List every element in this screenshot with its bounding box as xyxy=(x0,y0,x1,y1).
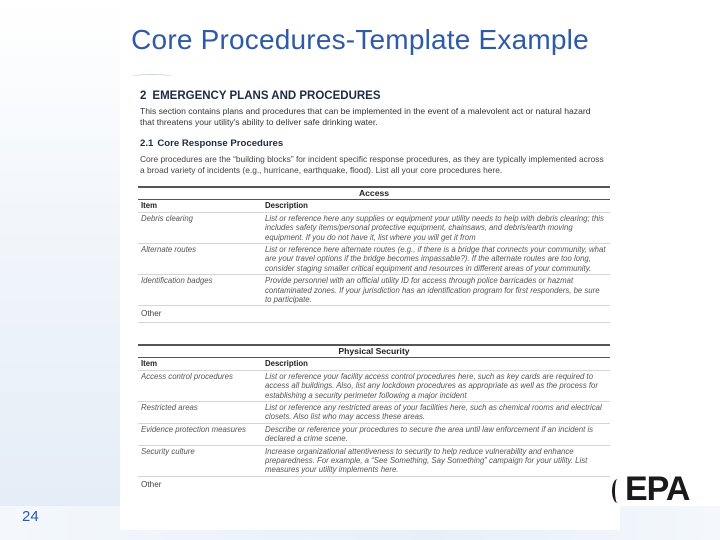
security-table-header xyxy=(138,358,610,370)
table-row xyxy=(138,423,610,445)
security-row-description: List or reference your facility access control procedures here, such as key cards are required to access all buildings. Also, list any lockdown procedures as appropriate as well as the process for establishing a security perimeter following a major incident xyxy=(262,370,610,401)
security-row-item: Restricted areas xyxy=(138,402,262,424)
access-row-other-description xyxy=(262,306,610,322)
table-row xyxy=(138,212,610,243)
epa-logo-text: EPA xyxy=(625,470,690,508)
subsection-description: Core procedures are the “building blocks” for incident specific response procedures, as they are typically implemented across a broad variety of incidents (e.g., hurricane, earthquake, flood). List all your core procedures here. xyxy=(140,154,604,175)
subsection-heading xyxy=(140,138,283,149)
access-table-title: Access xyxy=(138,187,610,200)
left-background-band xyxy=(0,0,120,540)
table-row xyxy=(138,476,610,492)
slide-title: Core Procedures-Template Example xyxy=(131,24,589,55)
security-row-other-description xyxy=(262,476,610,492)
security-row-item: Evidence protection measures xyxy=(138,423,262,445)
table-row xyxy=(138,244,610,275)
epa-logo xyxy=(612,470,689,509)
table-row xyxy=(138,370,610,401)
security-row-description: List or reference any restricted areas of your facilities here, such as chemical rooms and electrical closets. Also list who may access these areas. xyxy=(262,402,610,424)
security-row-item: Security culture xyxy=(138,445,262,476)
access-row-item: Alternate routes xyxy=(138,244,262,275)
access-row-description: List or reference here alternate routes (e.g., if there is a bridge that connects your community, what are your travel options if the bridge becomes impassable?). If the alternate routes are too long, consider staging smaller critical equipment and resources in different areas of your community. xyxy=(262,244,610,275)
access-row-other: Other xyxy=(138,306,262,322)
section-heading xyxy=(140,90,381,102)
access-row-description: Provide personnel with an official utility ID for access through police barricades or hazmat contaminated zones. If your jurisdiction has an identification program for first responders, be sure to participate. xyxy=(262,275,610,306)
physical-security-table xyxy=(138,344,610,492)
document-excerpt xyxy=(120,68,620,530)
subsection-number: 2.1 xyxy=(140,138,154,149)
security-row-item: Access control procedures xyxy=(138,370,262,401)
access-row-item: Debris clearing xyxy=(138,212,262,243)
page-number: 24 xyxy=(22,508,39,525)
access-row-description: List or reference here any supplies or equipment your utility needs to help with debris clearing; this includes safety items/personal protective equipment, chainsaws, and debris/earth moving equipment. If you do not have it, list where you will get it from xyxy=(262,212,610,243)
section-heading-text: EMERGENCY PLANS AND PROCEDURES xyxy=(152,90,381,102)
section-description: This section contains plans and procedures that can be implemented in the event of a malevolent act or natural hazard that threatens your utility's ability to deliver safe drinking water. xyxy=(140,106,591,127)
access-row-item: Identification badges xyxy=(138,275,262,306)
security-header-item: Item xyxy=(138,358,262,370)
table-row xyxy=(138,445,610,476)
access-header-description: Description xyxy=(262,200,610,212)
table-row xyxy=(138,306,610,322)
access-table xyxy=(138,186,610,334)
security-row-description: Describe or reference your procedures to secure the area until law enforcement if an incident is declared a crime scene. xyxy=(262,423,610,445)
page-curl-decoration xyxy=(132,74,172,79)
table-row xyxy=(138,275,610,306)
security-header-description: Description xyxy=(262,358,610,370)
access-header-item: Item xyxy=(138,200,262,212)
epa-logo-icon xyxy=(612,479,623,503)
table-row xyxy=(138,322,610,334)
table-row xyxy=(138,402,610,424)
security-row-description: Increase organizational attentiveness to security to help reduce vulnerability and enhance preparedness. For example, a “See Something, Say Something” campaign for your utility. List measures your utility implements here. xyxy=(262,445,610,476)
access-table-header xyxy=(138,200,610,212)
security-table-title: Physical Security xyxy=(138,345,610,358)
security-row-other: Other xyxy=(138,476,262,492)
subsection-heading-text: Core Response Procedures xyxy=(157,138,284,149)
section-number: 2 xyxy=(140,90,147,102)
